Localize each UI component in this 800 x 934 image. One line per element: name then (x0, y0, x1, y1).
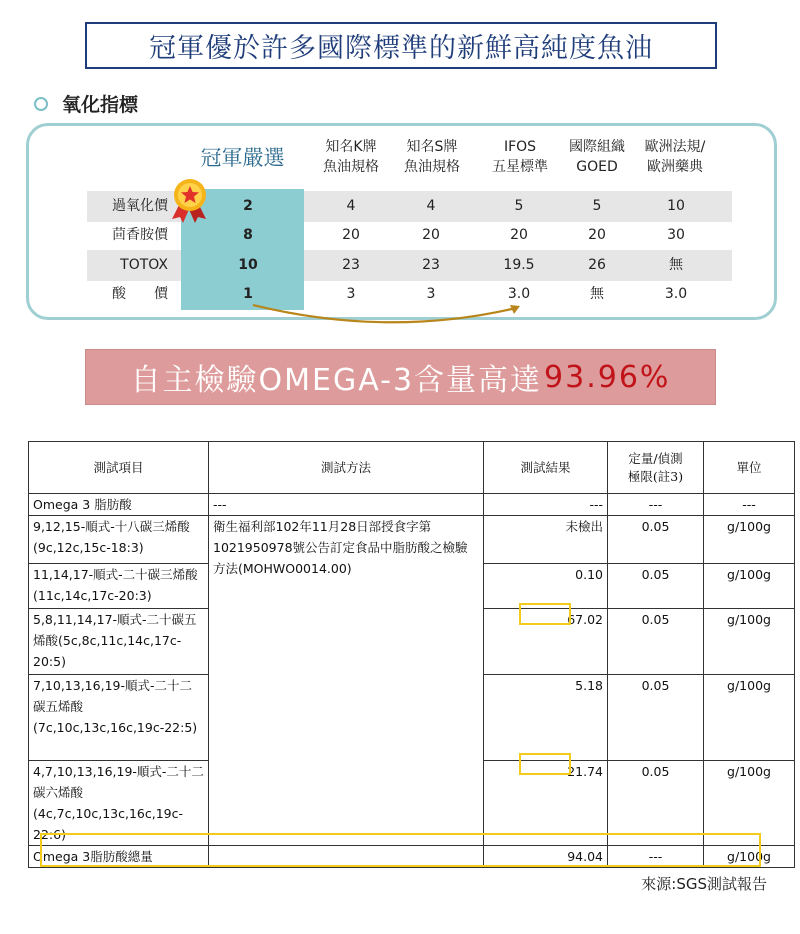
column-header-s-brand: 知名S牌 魚油規格 (404, 139, 460, 175)
circle-bullet-icon (34, 97, 48, 111)
medal-icon (168, 177, 214, 225)
value-cell: 10 (667, 198, 685, 214)
value-cell: 23 (422, 257, 440, 273)
comparison-arrow-icon (248, 300, 528, 330)
limit-cell: 0.05 (608, 609, 704, 675)
limit-cell: 0.05 (608, 761, 704, 846)
dha-highlight-box (519, 753, 571, 775)
item-cell: 11,14,17-順式-二十碳三烯酸(11c,14c,17c-20:3) (29, 564, 209, 609)
value-cell: 3 (426, 286, 436, 302)
value-cell: 5 (514, 198, 524, 214)
section-title: 氧化指標 (62, 94, 139, 116)
unit-cell: g/100g (704, 564, 795, 609)
section-heading (34, 90, 138, 117)
value-cell: 4 (346, 198, 356, 214)
column-header-ifos: IFOS 五星標準 (492, 139, 548, 175)
total-highlight-box (40, 833, 761, 867)
item-cell: 7,10,13,16,19-順式-二十二碳五烯酸(7c,10c,13c,16c,19c-22:5) (29, 675, 209, 761)
limit-cell: 0.05 (608, 516, 704, 564)
value-cell: 3 (346, 286, 356, 302)
value-cell: 20 (342, 227, 360, 243)
column-header-champion: 冠軍嚴選 (200, 146, 285, 170)
result-cell: 21.74 (484, 761, 608, 846)
unit-cell: g/100g (704, 609, 795, 675)
limit-cell: --- (608, 846, 704, 868)
value-cell: 19.5 (503, 257, 535, 273)
result-cell: --- (484, 494, 608, 516)
result-cell: 未檢出 (484, 516, 608, 564)
row-label: 過氧化價 (112, 198, 168, 214)
header-test-item: 測試項目 (29, 442, 209, 494)
limit-cell: 0.05 (608, 564, 704, 609)
omega3-banner (85, 349, 716, 405)
result-cell: 0.10 (484, 564, 608, 609)
row-label: TOTOX (120, 257, 168, 273)
header-test-result: 測試結果 (484, 442, 608, 494)
unit-cell: g/100g (704, 675, 795, 761)
item-cell: 4,7,10,13,16,19-順式-二十二碳六烯酸(4c,7c,10c,13c,16c,19c-22:6) (29, 761, 209, 846)
value-cell: 23 (342, 257, 360, 273)
value-cell: 無 (669, 257, 683, 273)
value-cell: 無 (590, 286, 604, 302)
unit-cell: g/100g (704, 846, 795, 868)
value-cell: 3.0 (664, 286, 688, 302)
sgs-test-table (28, 441, 795, 868)
table-row (29, 516, 795, 564)
value-cell: 20 (422, 227, 440, 243)
result-cell: 67.02 (484, 609, 608, 675)
table-row (29, 494, 795, 516)
value-cell: 10 (238, 257, 258, 273)
item-cell: 5,8,11,14,17-順式-二十碳五烯酸(5c,8c,11c,14c,17c-20:5) (29, 609, 209, 675)
result-cell: 94.04 (484, 846, 608, 868)
header-test-method: 測試方法 (209, 442, 484, 494)
item-cell: Omega 3脂肪酸總量 (29, 846, 209, 868)
value-cell: 30 (667, 227, 685, 243)
value-cell: 4 (426, 198, 436, 214)
unit-cell: --- (704, 494, 795, 516)
value-cell: 1 (243, 286, 253, 302)
item-cell: Omega 3 脂肪酸 (29, 494, 209, 516)
limit-cell: 0.05 (608, 675, 704, 761)
source-note: 來源:SGS測試報告 (641, 875, 767, 893)
method-cell: --- (209, 494, 484, 516)
header-limit: 定量/偵測 極限(註3) (608, 442, 704, 494)
value-cell: 5 (592, 198, 602, 214)
limit-cell: --- (608, 494, 704, 516)
item-cell: 9,12,15-順式-十八碳三烯酸(9c,12c,15c-18:3) (29, 516, 209, 564)
method-cell: 衛生福利部102年11月28日部授食字第1021950978號公告訂定食品中脂肪酸之檢驗方法(MOHWO0014.00) (209, 516, 484, 846)
value-cell: 26 (588, 257, 606, 273)
banner-percentage: 93.96% (544, 359, 671, 395)
table-header-row (29, 442, 795, 494)
value-cell: 2 (243, 198, 253, 214)
row-label: 茴香胺價 (112, 227, 168, 243)
page-title: 冠軍優於許多國際標準的新鮮高純度魚油 (149, 33, 653, 64)
banner-text: 自主檢驗OMEGA-3含量高達 (130, 363, 543, 398)
unit-cell: g/100g (704, 516, 795, 564)
value-cell: 20 (588, 227, 606, 243)
column-header-k-brand: 知名K牌 魚油規格 (323, 139, 379, 175)
unit-cell: g/100g (704, 761, 795, 846)
row-label: 酸 價 (112, 286, 168, 302)
column-header-goed: 國際組織 GOED (569, 139, 625, 175)
page-title-banner (85, 22, 717, 69)
column-header-eu: 歐洲法規/ 歐洲藥典 (644, 139, 706, 175)
header-unit: 單位 (704, 442, 795, 494)
result-cell: 5.18 (484, 675, 608, 761)
value-cell: 20 (510, 227, 528, 243)
value-cell: 8 (243, 227, 253, 243)
value-cell: 3.0 (507, 286, 531, 302)
epa-highlight-box (519, 603, 571, 625)
